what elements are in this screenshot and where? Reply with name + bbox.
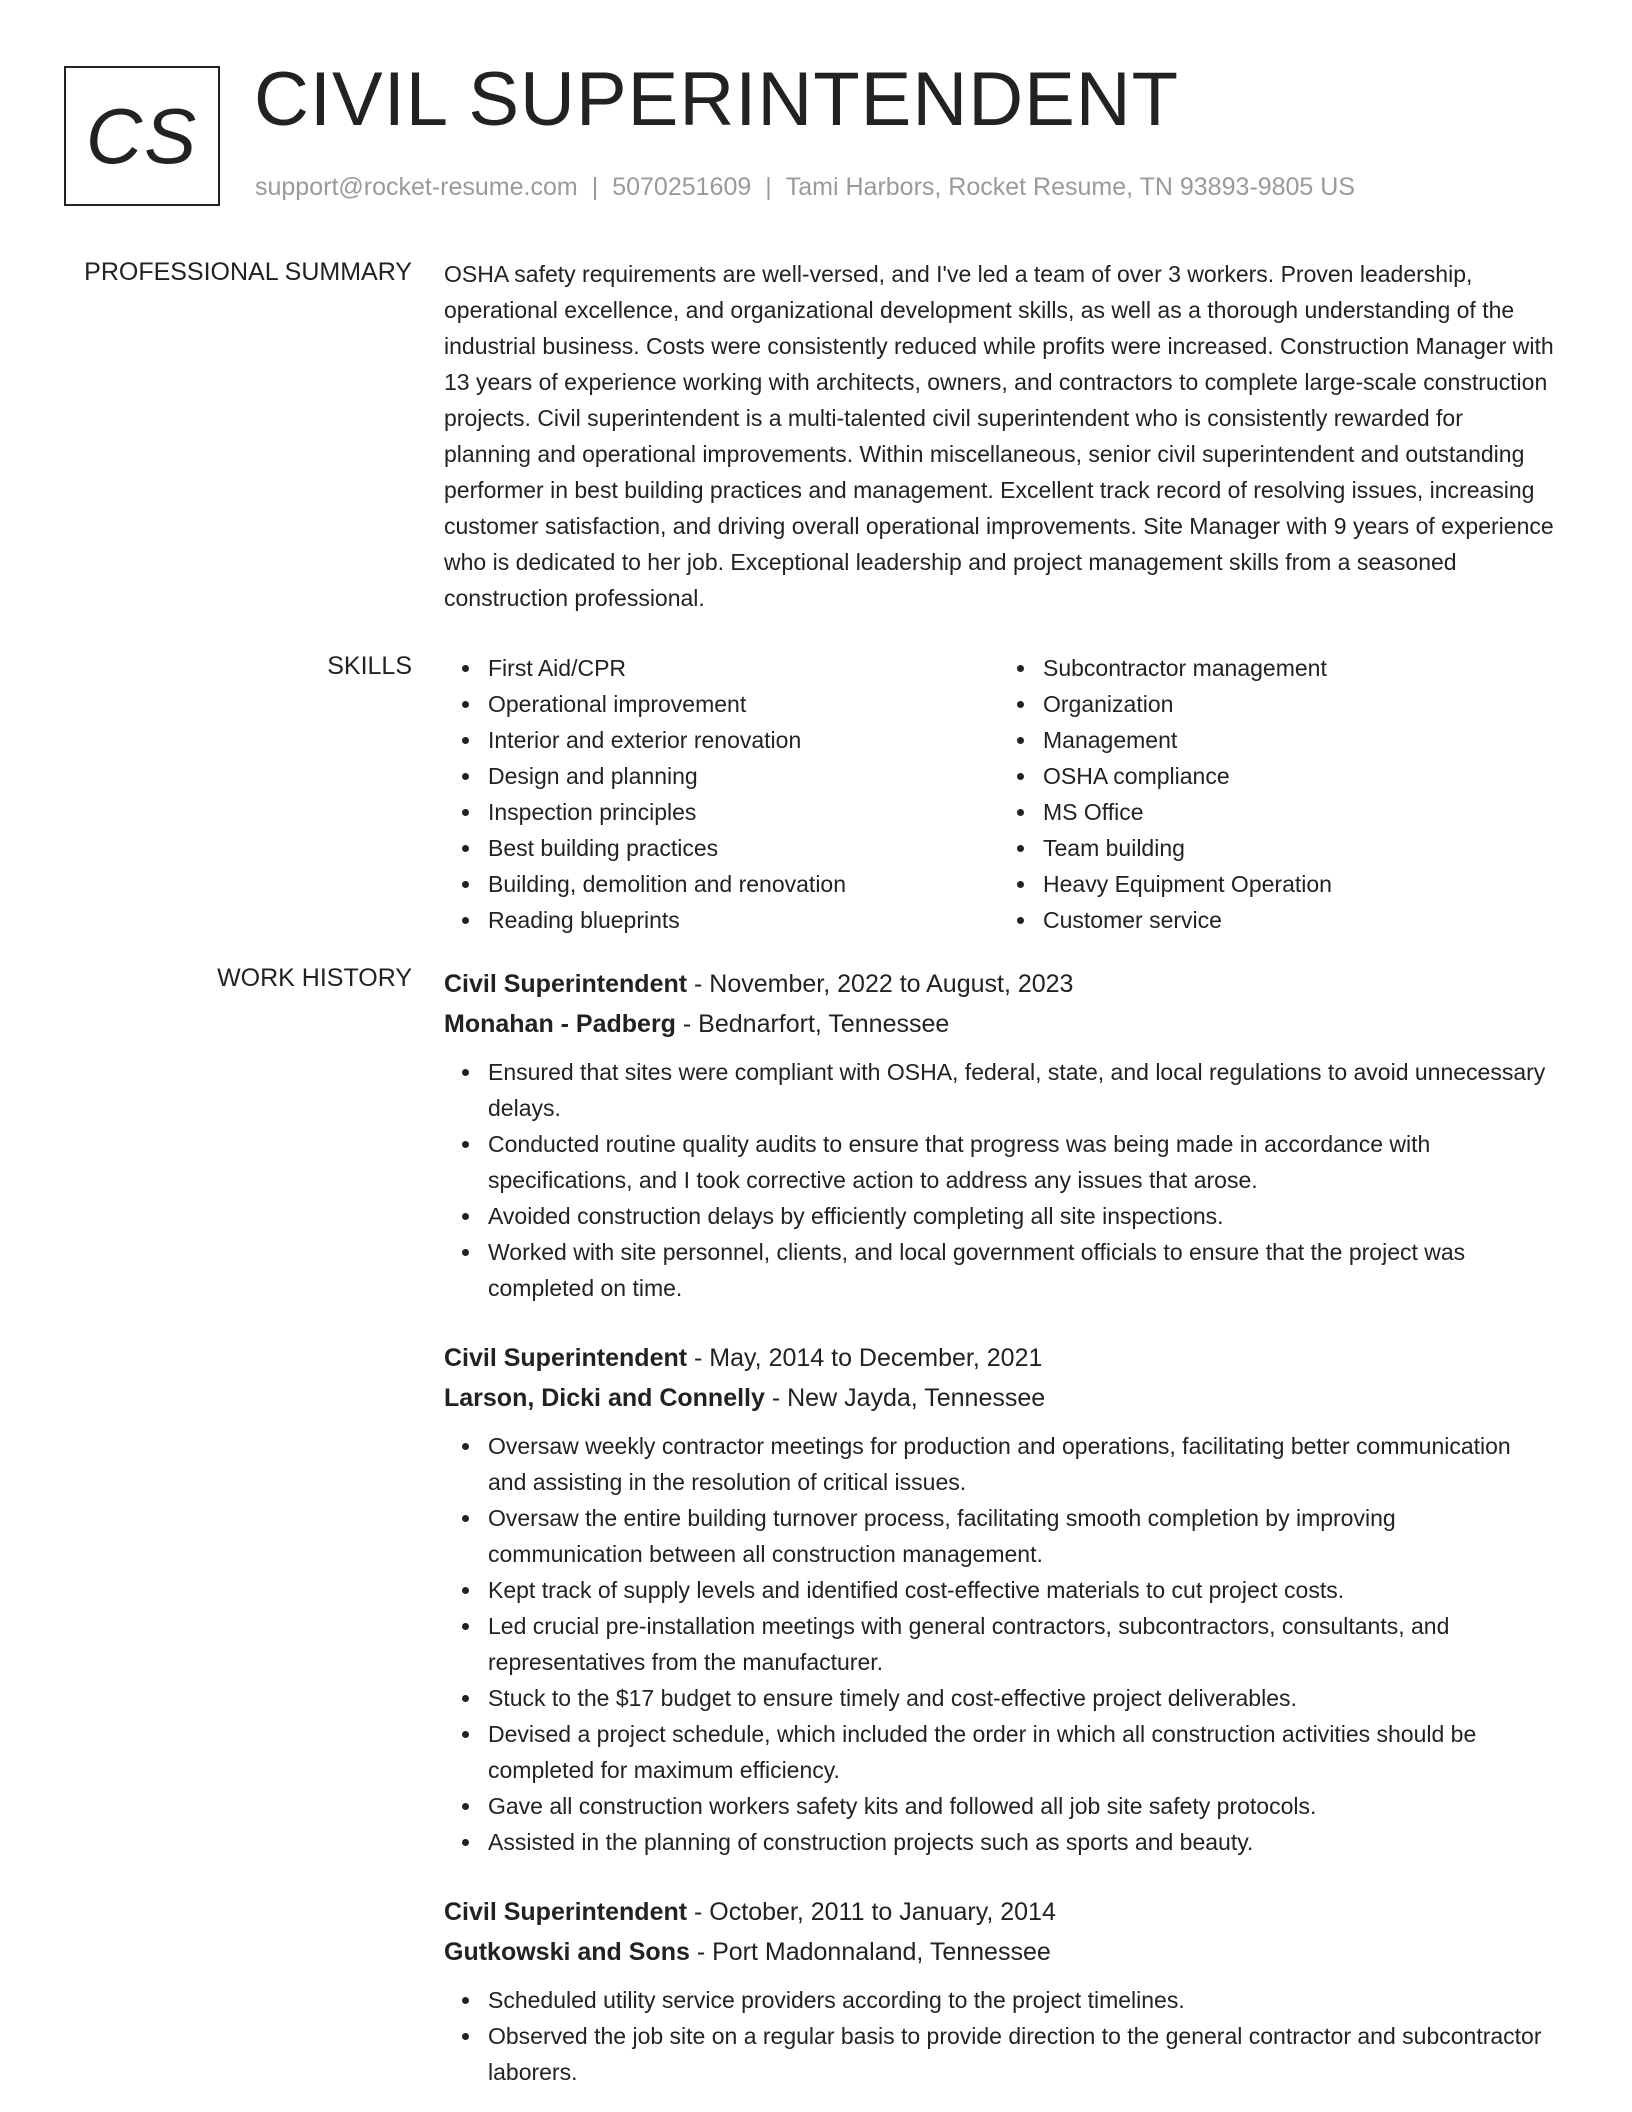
skill-item: Best building practices xyxy=(488,830,999,866)
contact-phone[interactable]: 5070251609 xyxy=(612,173,752,201)
contact-separator: | xyxy=(765,173,772,201)
skill-item: Customer service xyxy=(1043,902,1554,938)
skill-item: Building, demolition and renovation xyxy=(488,866,999,902)
summary-body xyxy=(444,256,1554,616)
job-title: Civil Superintendent xyxy=(444,970,688,998)
job-bullets xyxy=(444,1428,1554,1860)
job-title: Civil Superintendent xyxy=(444,1344,688,1372)
job-bullet: Kept track of supply levels and identified cost-effective materials to cut project costs. xyxy=(488,1572,1554,1608)
job-bullet: Oversaw the entire building turnover process, facilitating smooth completion by improving communication between all construction management. xyxy=(488,1500,1554,1572)
job-location: - Bednarfort, Tennessee xyxy=(675,1010,950,1038)
job-company-line xyxy=(444,1932,1554,1972)
skill-item: Subcontractor management xyxy=(1043,650,1554,686)
job-bullet: Worked with site personnel, clients, and local government officials to ensure that the project was completed on time. xyxy=(488,1234,1554,1306)
skill-item: Reading blueprints xyxy=(488,902,999,938)
job-entry xyxy=(444,1338,1554,1860)
skill-item: Operational improvement xyxy=(488,686,999,722)
job-bullets xyxy=(444,1982,1554,2090)
skills-list-right xyxy=(999,650,1554,938)
job-bullet: Stuck to the $17 budget to ensure timely and cost-effective project deliverables. xyxy=(488,1680,1554,1716)
job-bullet: Avoided construction delays by efficiently completing all site inspections. xyxy=(488,1198,1554,1234)
job-title-line xyxy=(444,964,1554,1004)
job-location: - New Jayda, Tennessee xyxy=(764,1384,1046,1412)
job-company: Monahan - Padberg xyxy=(444,1010,676,1038)
job-bullet: Oversaw weekly contractor meetings for production and operations, facilitating better communication and assisting in the resolution of critical issues. xyxy=(488,1428,1554,1500)
contact-line xyxy=(255,173,1355,202)
monogram-box xyxy=(64,66,220,206)
job-bullet: Ensured that sites were compliant with OSHA, federal, state, and local regulations to avoid unnecessary delays. xyxy=(488,1054,1554,1126)
skills-body xyxy=(444,650,1554,938)
skills-heading: SKILLS xyxy=(327,652,412,680)
contact-address: Tami Harbors, Rocket Resume, TN 93893-9805 US xyxy=(785,173,1355,201)
job-company: Gutkowski and Sons xyxy=(444,1938,690,1966)
job-title: Civil Superintendent xyxy=(444,1898,688,1926)
job-title-line xyxy=(444,1892,1554,1932)
skill-item: Heavy Equipment Operation xyxy=(1043,866,1554,902)
job-bullets xyxy=(444,1054,1554,1306)
summary-text: OSHA safety requirements are well-versed, and I've led a team of over 3 workers. Proven leadership, operational excellence, and organizational development skills, as well as a thorough understanding of the industrial business. Costs were consistently reduced while profits were increased. Construction Manager with 13 years of experience working with architects, owners, and contractors to complete large-scale construction projects. Civil superintendent is a multi-talented civil superintendent who is consistently rewarded for planning and operational improvements. Within miscellaneous, senior civil superintendent and outstanding performer in best building practices and management. Excellent track record of resolving issues, increasing customer satisfaction, and driving overall operational improvements. Site Manager with 9 years of experience who is dedicated to her job. Exceptional leadership and project management skills from a seasoned construction professional. xyxy=(444,261,1554,611)
skill-item: Design and planning xyxy=(488,758,999,794)
job-title-line xyxy=(444,1338,1554,1378)
skill-item: Inspection principles xyxy=(488,794,999,830)
job-bullet: Led crucial pre-installation meetings with general contractors, subcontractors, consultants, and representatives from the manufacturer. xyxy=(488,1608,1554,1680)
job-bullet: Gave all construction workers safety kits and followed all job site safety protocols. xyxy=(488,1788,1554,1824)
job-company: Larson, Dicki and Connelly xyxy=(444,1384,765,1412)
job-bullet: Devised a project schedule, which included the order in which all construction activities should be completed for maximum efficiency. xyxy=(488,1716,1554,1788)
skill-item: Interior and exterior renovation xyxy=(488,722,999,758)
skill-item: Team building xyxy=(1043,830,1554,866)
skill-item: Management xyxy=(1043,722,1554,758)
job-bullet: Assisted in the planning of construction projects such as sports and beauty. xyxy=(488,1824,1554,1860)
job-bullet: Conducted routine quality audits to ensure that progress was being made in accordance with specifications, and I took corrective action to address any issues that arose. xyxy=(488,1126,1554,1198)
job-location: - Port Madonnaland, Tennessee xyxy=(689,1938,1051,1966)
job-dates: - May, 2014 to December, 2021 xyxy=(687,1344,1043,1372)
job-bullet: Observed the job site on a regular basis to provide direction to the general contractor and subcontractor laborers. xyxy=(488,2018,1554,2090)
job-company-line xyxy=(444,1378,1554,1418)
job-company-line xyxy=(444,1004,1554,1044)
skill-item: OSHA compliance xyxy=(1043,758,1554,794)
skills-list-left xyxy=(444,650,999,938)
skill-item: Organization xyxy=(1043,686,1554,722)
work-history-heading: WORK HISTORY xyxy=(217,964,412,992)
contact-email[interactable]: support@rocket-resume.com xyxy=(255,173,578,201)
contact-separator: | xyxy=(591,173,599,201)
work-history-body xyxy=(444,964,1554,2090)
skills-columns xyxy=(444,650,1554,938)
monogram-initials: CS xyxy=(85,91,199,180)
skill-item: MS Office xyxy=(1043,794,1554,830)
job-bullet: Scheduled utility service providers according to the project timelines. xyxy=(488,1982,1554,2018)
summary-heading: PROFESSIONAL SUMMARY xyxy=(84,258,412,286)
job-entry xyxy=(444,1892,1554,2090)
job-entry xyxy=(444,964,1554,1306)
skill-item: First Aid/CPR xyxy=(488,650,999,686)
resume-title: CIVIL SUPERINTENDENT xyxy=(254,57,1180,142)
job-dates: - November, 2022 to August, 2023 xyxy=(687,970,1074,998)
job-dates: - October, 2011 to January, 2014 xyxy=(687,1898,1056,1926)
